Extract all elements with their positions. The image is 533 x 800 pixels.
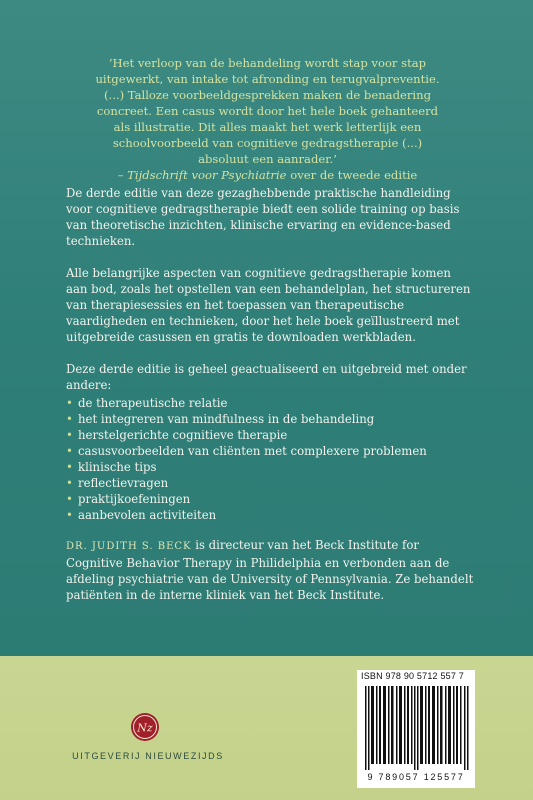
logo-text: Nz [137, 721, 153, 735]
author-bio [66, 537, 476, 603]
barcode-icon [365, 686, 469, 770]
list-item: • praktijkoefeningen [66, 491, 476, 507]
publisher-logo [130, 712, 160, 742]
blurb-paragraph-1: De derde editie van deze gezaghebbende praktische handleiding voor cognitieve gedragstherapie biedt een solide training op basis van theoretische inzichten, klinische ervaring en evidence-based technieken. [66, 186, 460, 248]
list-item: • herstelgerichte cognitieve therapie [66, 427, 476, 443]
list-item: • de therapeutische relatie [66, 395, 476, 411]
citation-rest: over de tweede editie [286, 168, 418, 182]
citation-source: Tijdschrift voor Psychiatrie [127, 168, 287, 182]
blurb-paragraph-2: Alle belangrijke aspecten van cognitieve gedragstherapie komen aan bod, zoals het opstellen van een behandelplan, het structureren van therapiesessies en het toepassen van therapeutische vaardigheden en technieken, door het hele boek geïllustreerd met uitgebreide casussen en gratis te downloaden werkbladen. [66, 266, 471, 344]
isbn-label: ISBN 978 90 5712 557 7 [361, 671, 464, 681]
blurb-paragraph-3: Deze derde editie is geheel geactualiseerd en uitgebreid met onder andere: [66, 362, 467, 392]
citation-dash: – [117, 168, 128, 182]
list-item: • klinische tips [66, 459, 476, 475]
review-quote [95, 55, 440, 183]
barcode-digits: 9 789057 125577 [367, 772, 465, 782]
quote-citation [95, 167, 440, 183]
feature-list [66, 395, 476, 523]
list-item: • aanbevolen activiteiten [66, 507, 476, 523]
author-name: DR. JUDITH S. BECK [66, 541, 192, 552]
quote-text: ‘Het verloop van de behandeling wordt stap voor stap uitgewerkt, van intake tot afronding en terugvalpreventie. (...) Talloze voorbeeldgesprekken maken de benadering concreet. Een casus wordt door het hele boek gehanteerd als illustratie. Dit alles maakt het werk letterlijk een schoolvoorbeeld van cognitieve gedragstherapie (...) absoluut een aanrader.’ [95, 56, 440, 166]
publisher-name: UITGEVERIJ NIEUWEZIJDS [72, 751, 224, 761]
blurb [66, 185, 476, 603]
list-item: • casusvoorbeelden van cliënten met complexere problemen [66, 443, 476, 459]
author-bio-text: is directeur van het Beck Institute for Cognitive Behavior Therapy in Philidelphia en verbonden aan de afdeling psychiatrie van de University of Pennsylvania. Ze behandelt patiënten in de interne kliniek van het Beck Institute. [66, 538, 474, 602]
list-item: • reflectievragen [66, 475, 476, 491]
list-item: • het integreren van mindfulness in de behandeling [66, 411, 476, 427]
